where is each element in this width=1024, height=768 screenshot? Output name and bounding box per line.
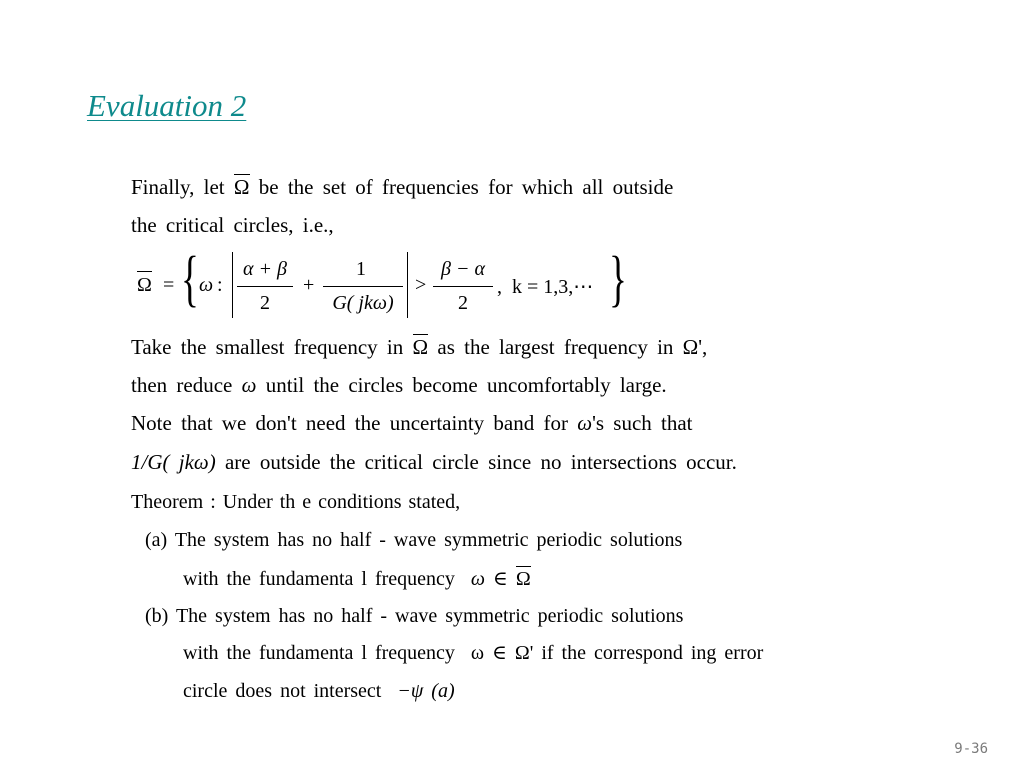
frac3-denominator: 2 xyxy=(458,292,468,314)
theorem-heading: Theorem : Under th e conditions stated, xyxy=(131,491,461,513)
theorem-part-a-line1: (a) The system has no half - wave symmetric periodic solutions xyxy=(145,529,683,551)
para2-line4 xyxy=(131,452,737,473)
abs-bar-right xyxy=(407,252,408,318)
frac2-numerator: 1 xyxy=(356,258,366,280)
text-span: be the set of frequencies for which all outside xyxy=(258,175,674,199)
omega-symbol: ω xyxy=(241,373,257,397)
text-span: then reduce xyxy=(131,373,233,397)
omega-in-symbol: ω ∈ xyxy=(470,568,508,590)
frac3-bar xyxy=(433,286,493,287)
frac1-numerator: α + β xyxy=(243,258,287,280)
omega-symbol: ω xyxy=(577,411,593,435)
theorem-part-b-line3 xyxy=(183,681,455,701)
text-span: Finally, let xyxy=(131,175,225,199)
inverse-g-expression: 1/G( jkω) xyxy=(131,450,216,474)
text-span: as the largest frequency in Ω', xyxy=(437,335,708,359)
text-span: 's such that xyxy=(592,411,693,435)
text-span: Take the smallest frequency in xyxy=(131,335,404,359)
frac1-denominator: 2 xyxy=(260,292,270,314)
para2-line3 xyxy=(131,413,693,434)
omega-bar-symbol: Ω xyxy=(412,335,429,359)
frac2-denominator: G( jkω) xyxy=(332,292,394,314)
text-span: are outside the critical circle since no intersections occur. xyxy=(224,450,737,474)
text-span: ω ∈ Ω' if the correspond ing error xyxy=(470,642,764,664)
frac1-bar xyxy=(237,286,293,287)
para1-line2: the critical circles, i.e., xyxy=(131,213,334,237)
omega-bar-symbol: Ω xyxy=(233,175,250,199)
formula-colon: : xyxy=(217,274,223,296)
formula-gt: > xyxy=(415,274,427,296)
formula-omega: ω xyxy=(199,274,214,296)
formula-k-values: , k = 1,3,⋯ xyxy=(497,276,594,298)
theorem-part-a-line2 xyxy=(183,569,531,589)
formula-plus: + xyxy=(303,274,315,296)
omega-bar-definition-formula xyxy=(137,245,637,320)
right-brace: } xyxy=(609,245,627,313)
formula-lhs: Ω xyxy=(137,274,152,296)
text-span: with the fundamenta l frequency xyxy=(183,568,455,590)
minus-psi-expression: −ψ (a) xyxy=(397,680,455,702)
frac3-numerator: β − α xyxy=(441,258,485,280)
para1-line1 xyxy=(131,177,673,198)
formula-equals: = xyxy=(163,274,175,296)
omega-bar-symbol: Ω xyxy=(515,568,531,590)
para2-line2 xyxy=(131,375,667,396)
page-title: Evaluation 2 xyxy=(87,88,247,123)
text-span: with the fundamenta l frequency xyxy=(183,642,455,664)
text-span: until the circles become uncomfortably large. xyxy=(265,373,667,397)
para2-line1 xyxy=(131,337,707,358)
frac2-bar xyxy=(323,286,403,287)
theorem-part-b-line2 xyxy=(183,643,763,663)
left-brace: { xyxy=(181,245,199,313)
theorem-part-b-line1: (b) The system has no half - wave symmetric periodic solutions xyxy=(145,605,684,627)
abs-bar-left xyxy=(232,252,233,318)
page-number: 9-36 xyxy=(954,741,988,757)
text-span: Note that we don't need the uncertainty band for xyxy=(131,411,568,435)
text-span: circle does not intersect xyxy=(183,680,382,702)
